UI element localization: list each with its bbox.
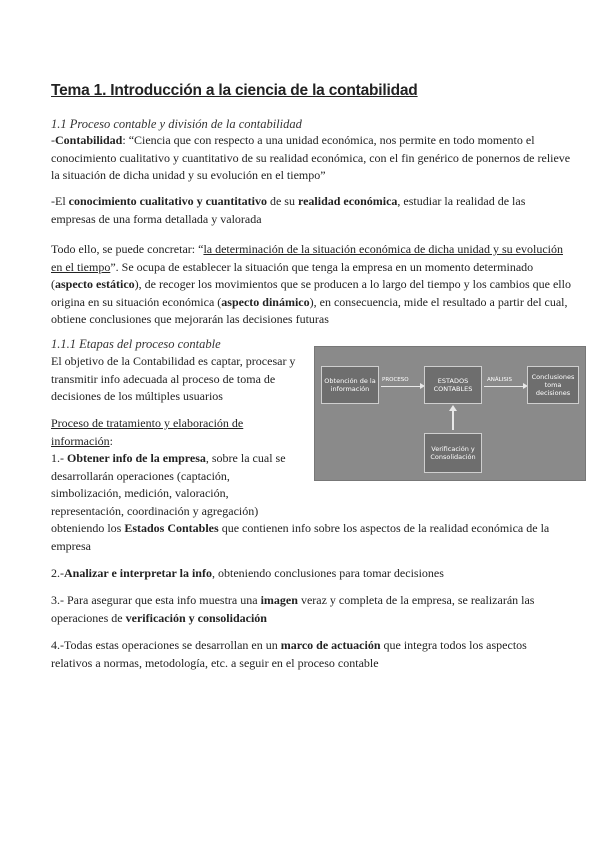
- bold-text: Analizar e interpretar la info: [64, 566, 212, 580]
- bold-text: conocimiento cualitativo y cuantitativo: [68, 194, 267, 208]
- diagram-label-proceso: PROCESO: [382, 377, 409, 383]
- text: , obteniendo conclusiones para tomar decisiones: [211, 566, 444, 580]
- bold-text: aspecto estático: [55, 277, 135, 291]
- text: veraz y completa de la empresa, se realizarán las operaciones de: [51, 593, 535, 625]
- text: Todo ello, se puede concretar: “: [51, 242, 204, 256]
- text: , estudiar la realidad de las empresas de una forma detallada y valorada: [51, 194, 526, 226]
- text: :: [109, 433, 113, 448]
- step-3: [51, 592, 571, 627]
- paragraph-definition: [51, 132, 571, 185]
- text: ), de recoger los movimientos que se producen a lo largo del tiempo y los cambios que ello origina en su situación económica (: [51, 277, 571, 309]
- diagram-box-verificacion: Verificación y Consolidación: [424, 433, 482, 473]
- paragraph-objective: El objetivo de la Contabilidad es captar, procesar y transmitir info adecuada al proceso de toma de decisiones de los múltiples usuarios: [51, 354, 296, 403]
- text: de su: [266, 194, 298, 208]
- paragraph-process-heading: [51, 415, 301, 450]
- step-4: [51, 637, 571, 672]
- text: que integra todos los aspectos relativos a normas, metodología, etc. a seguir en el proceso contable: [51, 638, 527, 670]
- bold-text: marco de actuación: [280, 638, 381, 652]
- step-1-intro: [51, 450, 296, 520]
- text: -: [51, 133, 55, 147]
- process-diagram: [314, 346, 586, 481]
- section-heading-1-1-1: 1.1.1 Etapas del proceso contable: [51, 337, 221, 351]
- diagram-box-estados: ESTADOS CONTABLES: [424, 366, 482, 404]
- arrow-up-icon: [452, 410, 454, 430]
- text: 4.-Todas estas operaciones se desarrollan en un: [51, 638, 281, 652]
- paragraph-concretion: [51, 241, 571, 329]
- bold-text: Obtener info de la empresa: [67, 451, 206, 465]
- text: -El: [51, 194, 69, 208]
- diagram-box-conclusiones: Conclusiones toma decisiones: [527, 366, 579, 404]
- text: , sobre la cual se desarrollarán operaciones (captación, simbolización, medición, valoración, representación, coordinación y agregación): [51, 451, 286, 518]
- arrow-right-icon: [484, 386, 524, 387]
- text: : “Ciencia que con respecto a una unidad económica, nos permite en todo momento el conocimiento cualitativo y cuantitativo de su realidad económica, con el fin genérico de ponernos de relieve la situación de dicha unidad y su evolución en el tiempo”: [51, 133, 571, 182]
- underlined-text: la determinación de la situación económica de dicha unidad y su evolución en el tiempo: [51, 242, 563, 274]
- step-2: [51, 565, 571, 583]
- bold-text: Estados Contables: [124, 521, 219, 535]
- text: 3.- Para asegurar que esta info muestra una: [51, 593, 261, 607]
- bold-text: aspecto dinámico: [221, 294, 310, 309]
- bold-text: realidad económica: [297, 194, 398, 208]
- text: ”. Se ocupa de establecer la situación que tenga la empresa en un momento determinado (: [51, 259, 534, 291]
- arrow-right-icon: [381, 386, 421, 387]
- underlined-text: Proceso de tratamiento y elaboración de información: [51, 416, 244, 448]
- text: que contienen info sobre los aspectos de la realidad económica de la empresa: [51, 521, 550, 553]
- text: 1.-: [51, 451, 67, 465]
- text: ), en consecuencia, mide el resultado a partir del cual, obtiene conclusiones que mejorarán las decisiones futuras: [51, 294, 568, 326]
- text: obteniendo los: [51, 521, 125, 535]
- text: 2.-: [51, 566, 64, 580]
- term-contabilidad: Contabilidad: [55, 133, 123, 147]
- section-heading-1-1: 1.1 Proceso contable y división de la contabilidad: [51, 117, 302, 131]
- step-1-result: [51, 520, 571, 555]
- paragraph-knowledge: [51, 193, 571, 228]
- bold-text: verificación y consolidación: [125, 610, 267, 625]
- bold-text: imagen: [260, 593, 298, 607]
- diagram-box-obtencion: Obtención de la información: [321, 366, 379, 404]
- diagram-label-analisis: ANÁLISIS: [487, 377, 512, 383]
- page-title: Tema 1. Introducción a la ciencia de la contabilidad: [51, 82, 418, 99]
